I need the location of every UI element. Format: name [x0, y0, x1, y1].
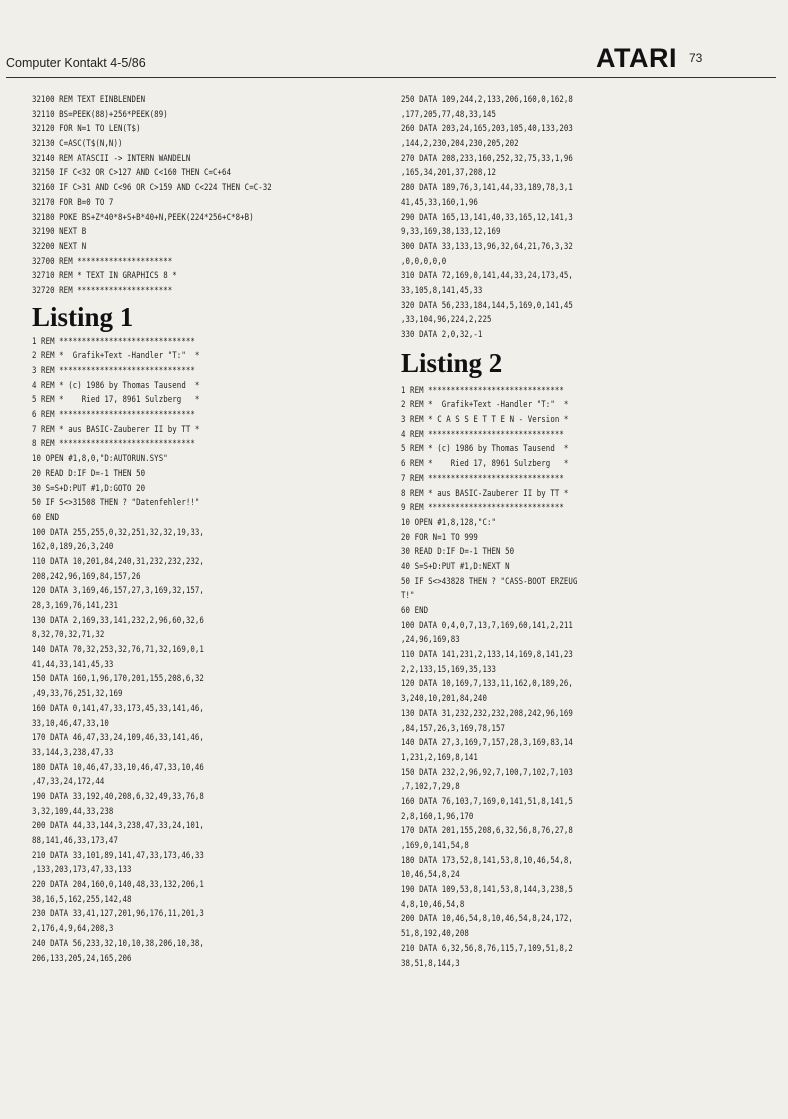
code-line: 2,2,133,15,169,35,133: [401, 664, 497, 675]
listing-2-title: Listing 2: [401, 347, 503, 378]
code-line: ,169,0,141,54,8: [401, 841, 469, 851]
code-line: ,24,96,169,83: [401, 635, 460, 646]
code-line: 130 DATA 31,232,232,232,208,242,96,169: [401, 708, 573, 719]
code-line: 310 DATA 72,169,0,141,44,33,24,173,45,: [401, 271, 573, 282]
code-line: 51,8,192,40,208: [401, 929, 469, 940]
code-line: 33,144,3,238,47,33: [32, 747, 114, 758]
page-number: 73: [689, 51, 703, 65]
code-block-listing-1-continued: [401, 93, 771, 343]
code-line: 190 DATA 109,53,8,141,53,8,144,3,238,5: [401, 885, 573, 896]
listing-1-title: Listing 1: [32, 301, 134, 332]
code-line: 170 DATA 201,155,208,6,32,56,8,76,27,8: [401, 826, 573, 837]
code-line: 162,0,189,26,3,240: [32, 542, 114, 553]
code-line: 30 S=S+D:PUT #1,D:GOTO 20: [32, 483, 146, 494]
code-line: 32700 REM *********************: [32, 256, 173, 267]
code-line: 2 REM * Grafik+Text -Handler "T:" *: [401, 400, 569, 411]
code-line: 270 DATA 208,233,160,252,32,75,33,1,96: [401, 153, 573, 164]
code-line: 5 REM * Ried 17, 8961 Sulzberg *: [32, 395, 200, 406]
code-line: 260 DATA 203,24,165,203,105,40,133,203: [401, 124, 573, 135]
code-line: 320 DATA 56,233,184,144,5,169,0,141,45: [401, 300, 573, 311]
right-column: [401, 93, 771, 971]
code-line: ,49,33,76,251,32,169: [32, 689, 123, 700]
code-line: 32110 BS=PEEK(88)+256*PEEK(89): [32, 109, 168, 120]
code-line: 60 END: [32, 512, 60, 523]
code-line: 6 REM ******************************: [32, 410, 195, 421]
code-line: 208,242,96,169,84,157,26: [32, 571, 141, 582]
code-line: 110 DATA 141,231,2,133,14,169,8,141,23: [401, 650, 573, 661]
code-line: 38,51,8,144,3: [401, 958, 460, 969]
code-line: 32200 NEXT N: [32, 241, 87, 252]
code-line: 130 DATA 2,169,33,141,232,2,96,60,32,6: [32, 615, 204, 626]
code-line: T!": [401, 591, 415, 602]
code-line: 220 DATA 204,160,0,140,48,33,132,206,1: [32, 880, 204, 891]
code-block-listing-2: [401, 384, 771, 972]
code-line: 9,33,169,38,133,12,169: [401, 227, 501, 238]
code-line: 2 REM * Grafik+Text -Handler "T:" *: [32, 351, 200, 362]
code-line: 10 OPEN #1,8,128,"C:": [401, 517, 497, 528]
code-line: 10 OPEN #1,8,0,"D:AUTORUN.SYS": [32, 454, 168, 465]
code-line: 120 DATA 3,169,46,157,27,3,169,32,157,: [32, 586, 204, 597]
code-line: 9 REM ******************************: [401, 503, 564, 514]
code-line: ,7,102,7,29,8: [401, 782, 460, 793]
code-line: 28,3,169,76,141,231: [32, 601, 118, 611]
code-line: 4 REM ******************************: [401, 429, 564, 440]
code-line: 8 REM ******************************: [32, 439, 195, 450]
code-line: 33,105,8,141,45,33: [401, 285, 483, 296]
code-line: 32160 IF C>31 AND C<96 OR C>159 AND C<224 THEN C=C-32: [32, 183, 272, 194]
code-line: 150 DATA 232,2,96,92,7,100,7,102,7,103: [401, 767, 573, 778]
code-line: 32150 IF C<32 OR C>127 AND C<160 THEN C=C+64: [32, 168, 232, 179]
code-line: 3,240,10,201,84,240: [401, 694, 487, 705]
code-line: 32720 REM *********************: [32, 285, 173, 296]
code-line: 2,8,160,1,96,170: [401, 811, 474, 822]
code-line: 240 DATA 56,233,32,10,10,38,206,10,38,: [32, 938, 204, 949]
code-line: 3 REM * C A S S E T T E N - Version *: [401, 415, 569, 426]
page-header: [6, 30, 776, 74]
code-line: 190 DATA 33,192,40,208,6,32,49,33,76,8: [32, 791, 204, 802]
code-line: 1 REM ******************************: [32, 336, 195, 347]
left-column: [32, 93, 402, 966]
code-line: 200 DATA 10,46,54,8,10,46,54,8,24,172,: [401, 914, 573, 925]
code-block-basic-continuation: [32, 93, 402, 299]
code-line: ,177,205,77,48,33,145: [401, 109, 497, 120]
code-line: 5 REM * (c) 1986 by Thomas Tausend *: [401, 444, 569, 455]
code-line: 40 S=S+D:PUT #1,D:NEXT N: [401, 561, 510, 572]
code-line: ,33,104,96,224,2,225: [401, 315, 492, 326]
code-line: 1,231,2,169,8,141: [401, 752, 478, 763]
code-line: 200 DATA 44,33,144,3,238,47,33,24,101,: [32, 821, 204, 832]
code-line: 60 END: [401, 606, 429, 616]
code-line: 140 DATA 70,32,253,32,76,71,32,169,0,1: [32, 645, 204, 656]
code-line: 210 DATA 33,101,89,141,47,33,173,46,33: [32, 850, 204, 861]
code-line: 32120 FOR N=1 TO LEN(T$): [32, 124, 141, 135]
code-line: 32710 REM * TEXT IN GRAPHICS 8 *: [32, 271, 177, 282]
code-line: 330 DATA 2,0,32,-1: [401, 330, 483, 340]
code-line: 3,32,109,44,33,238: [32, 806, 114, 817]
code-line: 32170 FOR B=0 TO 7: [32, 197, 114, 208]
code-line: 88,141,46,33,173,47: [32, 836, 118, 846]
code-line: 1 REM ******************************: [401, 385, 564, 396]
code-line: 3 REM ******************************: [32, 366, 195, 376]
code-line: 180 DATA 173,52,8,141,53,8,10,46,54,8,: [401, 855, 573, 866]
code-line: 10,46,54,8,24: [401, 870, 460, 881]
code-line: ,144,2,230,204,230,205,202: [401, 139, 519, 150]
code-line: 20 READ D:IF D=-1 THEN 50: [32, 468, 146, 479]
code-line: 50 IF S<>31508 THEN ? "Datenfehler!!": [32, 498, 200, 509]
header-rule: [6, 77, 776, 78]
code-line: 32100 REM TEXT EINBLENDEN: [32, 95, 146, 105]
code-line: 210 DATA 6,32,56,8,76,115,7,109,51,8,2: [401, 943, 573, 954]
code-line: 120 DATA 10,169,7,133,11,162,0,189,26,: [401, 679, 573, 690]
code-line: 100 DATA 255,255,0,32,251,32,32,19,33,: [32, 527, 204, 538]
code-line: 33,10,46,47,33,10: [32, 718, 109, 729]
code-line: 7 REM * aus BASIC-Zauberer II by TT *: [32, 424, 200, 435]
code-line: 7 REM ******************************: [401, 473, 564, 484]
code-line: 230 DATA 33,41,127,201,96,176,11,201,3: [32, 909, 204, 920]
code-line: 160 DATA 0,141,47,33,173,45,33,141,46,: [32, 703, 204, 714]
code-line: 41,44,33,141,45,33: [32, 659, 114, 670]
code-line: ,0,0,0,0,0: [401, 256, 447, 267]
code-line: ,84,157,26,3,169,78,157: [401, 723, 506, 734]
code-block-listing-1: [32, 335, 402, 967]
magazine-issue: Computer Kontakt 4-5/86: [6, 56, 146, 70]
code-line: 41,45,33,160,1,96: [401, 197, 478, 208]
code-line: 4,8,10,46,54,8: [401, 899, 465, 910]
code-line: 4 REM * (c) 1986 by Thomas Tausend *: [32, 380, 200, 391]
code-line: 250 DATA 109,244,2,133,206,160,0,162,8: [401, 95, 573, 105]
code-line: 180 DATA 10,46,47,33,10,46,47,33,10,46: [32, 762, 204, 773]
code-line: 38,16,5,162,255,142,48: [32, 894, 132, 905]
code-line: 6 REM * Ried 17, 8961 Sulzberg *: [401, 459, 569, 470]
code-line: 280 DATA 189,76,3,141,44,33,189,78,3,1: [401, 183, 573, 194]
code-line: 160 DATA 76,103,7,169,0,141,51,8,141,5: [401, 796, 573, 807]
code-line: 32130 C=ASC(T$(N,N)): [32, 139, 123, 150]
code-line: 32180 POKE BS+Z*40*8+S+B*40+N,PEEK(224*256+C*8+B): [32, 212, 254, 223]
code-line: 8 REM * aus BASIC-Zauberer II by TT *: [401, 488, 569, 499]
code-line: 206,133,205,24,165,206: [32, 953, 132, 964]
code-line: 290 DATA 165,13,141,40,33,165,12,141,3: [401, 212, 573, 223]
code-line: ,47,33,24,172,44: [32, 777, 105, 788]
code-line: 150 DATA 160,1,96,170,201,155,208,6,32: [32, 674, 204, 685]
code-line: 8,32,70,32,71,32: [32, 630, 105, 641]
code-line: 140 DATA 27,3,169,7,157,28,3,169,83,14: [401, 738, 573, 749]
brand-title: ATARI: [596, 43, 677, 73]
code-line: 110 DATA 10,201,84,240,31,232,232,232,: [32, 556, 204, 567]
code-line: 30 READ D:IF D=-1 THEN 50: [401, 547, 515, 558]
code-line: 32140 REM ATASCII -> INTERN WANDELN: [32, 153, 191, 164]
code-line: ,165,34,201,37,208,12: [401, 168, 497, 179]
code-line: 32190 NEXT B: [32, 227, 87, 238]
code-line: 100 DATA 0,4,0,7,13,7,169,60,141,2,211: [401, 620, 573, 631]
code-line: 300 DATA 33,133,13,96,32,64,21,76,3,32: [401, 241, 573, 252]
code-line: 20 FOR N=1 TO 999: [401, 532, 478, 543]
code-line: 170 DATA 46,47,33,24,109,46,33,141,46,: [32, 733, 204, 744]
code-line: 50 IF S<>43828 THEN ? "CASS-BOOT ERZEUG: [401, 576, 578, 587]
code-line: 2,176,4,9,64,208,3: [32, 924, 114, 935]
code-line: ,133,203,173,47,33,133: [32, 865, 132, 876]
